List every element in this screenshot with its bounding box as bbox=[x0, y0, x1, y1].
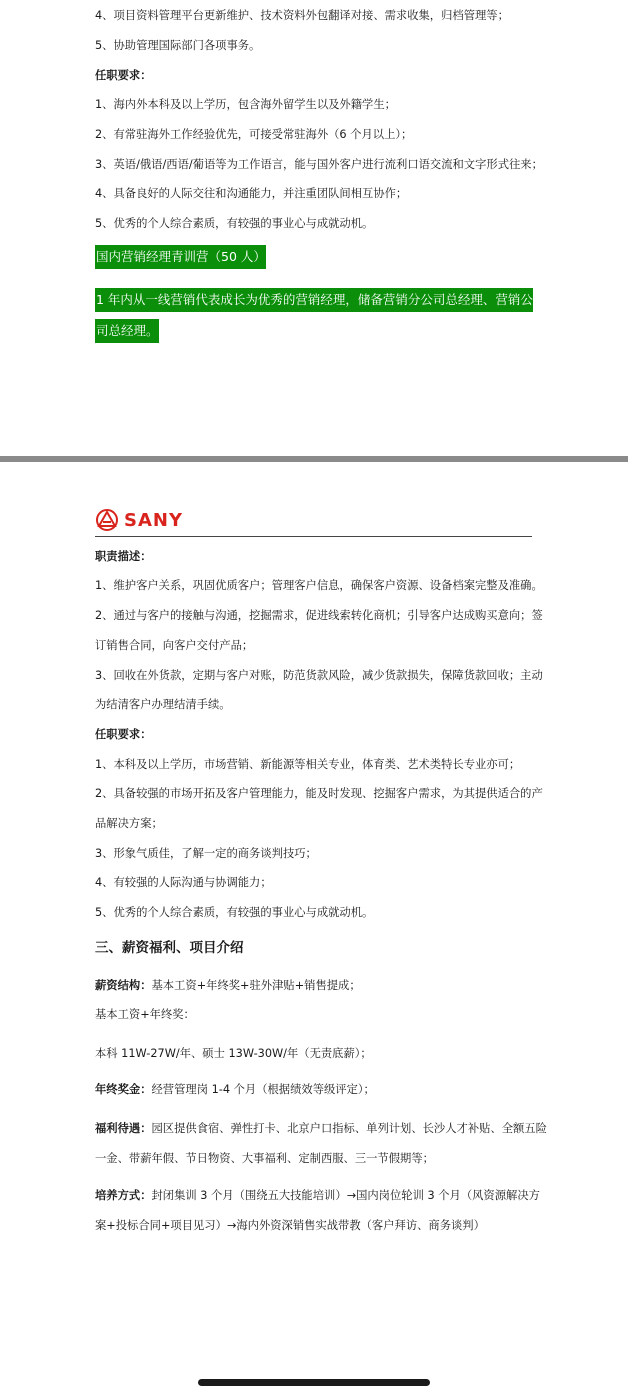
requirement-item-1: 1、海内外本科及以上学历，包含海外留学生以及外籍学生； bbox=[95, 98, 396, 111]
program-desc-highlight-1: 1 年内从一线营销代表成长为优秀的营销经理，储备营销分公司总经理、营销公 bbox=[95, 288, 533, 312]
requirement-item-1b: 1、本科及以上学历，市场营销、新能源等相关专业，体育类、艺术类特长专业亦可； bbox=[95, 758, 521, 771]
duty-item-5: 5、协助管理国际部门各项事务。 bbox=[95, 39, 261, 52]
requirement-item-4b: 4、有较强的人际沟通与协调能力； bbox=[95, 876, 272, 889]
requirement-item-2: 2、有常驻海外工作经验优先，可接受常驻海外（6 个月以上）； bbox=[95, 128, 413, 141]
bonus-label: 年终奖金： bbox=[95, 1083, 152, 1096]
bonus-value: 经营管理岗 1-4 个月（根据绩效等级评定）； bbox=[151, 1083, 375, 1096]
requirements-heading: 任职要求： bbox=[95, 69, 152, 82]
program-desc-highlight-2: 司总经理。 bbox=[95, 319, 159, 343]
bonus-row bbox=[95, 1082, 375, 1098]
salary-label: 薪资结构： bbox=[95, 979, 152, 992]
duty-item-2-line-1: 2、通过与客户的接触与沟通，挖掘需求，促进线索转化商机；引导客户达成购买意向；签 bbox=[95, 609, 543, 622]
salary-line-3: 本科 11W-27W/年、硕士 13W-30W/年（无责底薪）； bbox=[95, 1047, 372, 1060]
requirement-item-3: 3、英语/俄语/西语/葡语等为工作语言，能与国外客户进行流利口语交流和文字形式往来； bbox=[95, 158, 543, 171]
welfare-value-2: 一金、带薪年假、节日物资、大事福利、定制西服、三一节假期等； bbox=[95, 1152, 434, 1165]
requirement-item-2b-line-2: 品解决方案； bbox=[95, 817, 163, 830]
header-rule bbox=[95, 536, 532, 537]
training-row bbox=[95, 1188, 540, 1204]
requirement-item-5: 5、优秀的个人综合素质，有较强的事业心与成就动机。 bbox=[95, 217, 374, 230]
salary-structure bbox=[95, 978, 361, 994]
sany-logo-icon bbox=[95, 509, 119, 531]
training-value-2: 案+投标合同+项目见习）→海内外资深销售实战带教（客户拜访、商务谈判） bbox=[95, 1219, 485, 1232]
duty-item-3-line-1: 3、回收在外货款，定期与客户对账，防范货款风险，减少货款损失，保障货款回收；主动 bbox=[95, 669, 543, 682]
duty-item-3-line-2: 为结清客户办理结清手续。 bbox=[95, 698, 231, 711]
requirement-item-2b-line-1: 2、具备较强的市场开拓及客户管理能力，能及时发现、挖掘客户需求，为其提供适合的产 bbox=[95, 787, 543, 800]
section-three-heading: 三、薪资福利、项目介绍 bbox=[95, 940, 244, 956]
welfare-value-1: 园区提供食宿、弹性打卡、北京户口指标、单列计划、长沙人才补贴、全额五险 bbox=[151, 1122, 547, 1135]
duty-item-4: 4、项目资料管理平台更新维护、技术资料外包翻译对接、需求收集，归档管理等； bbox=[95, 9, 509, 22]
requirement-item-5b: 5、优秀的个人综合素质，有较强的事业心与成就动机。 bbox=[95, 906, 374, 919]
document-page-1 bbox=[0, 0, 628, 456]
welfare-row bbox=[95, 1121, 547, 1137]
duty-item-2-line-2: 订销售合同，向客户交付产品； bbox=[95, 639, 254, 652]
requirement-item-4: 4、具备良好的人际交往和沟通能力，并注重团队间相互协作； bbox=[95, 187, 408, 200]
training-label: 培养方式： bbox=[95, 1189, 152, 1202]
duties-heading: 职责描述： bbox=[95, 550, 152, 563]
salary-value: 基本工资+年终奖+驻外津贴+销售提成； bbox=[151, 979, 361, 992]
sany-logo bbox=[95, 506, 183, 534]
welfare-label: 福利待遇： bbox=[95, 1122, 152, 1135]
home-indicator[interactable] bbox=[198, 1379, 430, 1386]
salary-line-2: 基本工资+年终奖： bbox=[95, 1008, 195, 1021]
document-page-2 bbox=[0, 462, 628, 1394]
requirement-item-3b: 3、形象气质佳，了解一定的商务谈判技巧； bbox=[95, 847, 317, 860]
program-title-highlight: 国内营销经理青训营（50 人） bbox=[95, 245, 266, 269]
training-value-1: 封闭集训 3 个月（围绕五大技能培训）→国内岗位轮训 3 个月（风资源解决方 bbox=[151, 1189, 540, 1202]
sany-logo-text: SANY bbox=[124, 509, 183, 531]
duty-item-1: 1、维护客户关系，巩固优质客户；管理客户信息，确保客户资源、设备档案完整及准确。 bbox=[95, 579, 543, 592]
requirements-heading-2: 任职要求： bbox=[95, 728, 152, 741]
